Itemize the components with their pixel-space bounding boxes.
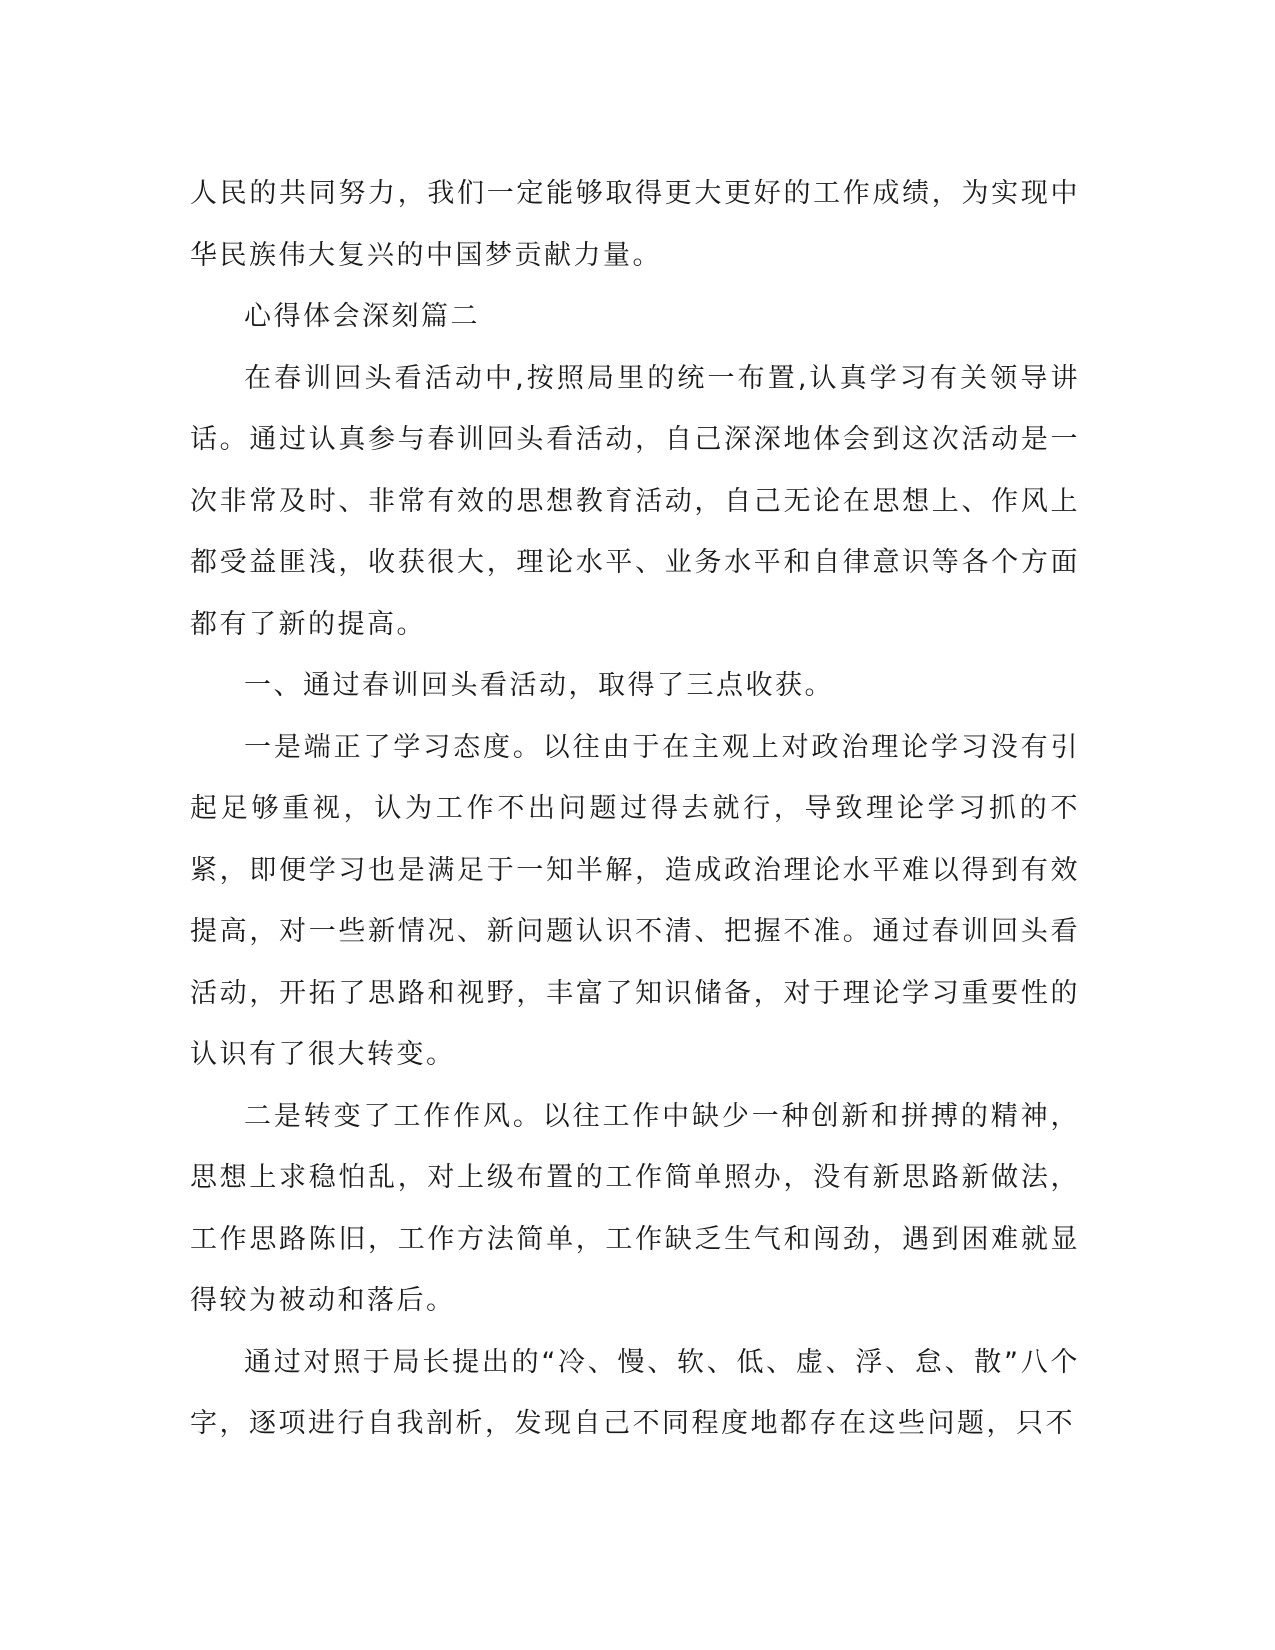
paragraph-intro: 在春训回头看活动中,按照局里的统一布置,认真学习有关领导讲话。通过认真参与春训回头看活动，自己深深地体会到这次活动是一次非常及时、非常有效的思想教育活动，自己无论在思想上、作风上都受益匪浅，收获很大，理论水平、业务水平和自律意识等各个方面都有了新的提高。 xyxy=(190,362,1080,640)
section-heading: 心得体会深刻篇二 xyxy=(244,301,480,332)
paragraph-point-one: 一是端正了学习态度。以往由于在主观上对政治理论学习没有引起足够重视，认为工作不出问题过得去就行，导致理论学习抓的不紧，即便学习也是满足于一知半解，造成政治理论水平难以得到有效提高，对一些新情况、新问题认识不清、把握不准。通过春训回头看活动，开拓了思路和视野，丰富了知识储备，对于理论学习重要性的认识有了很大转变。 xyxy=(190,731,1080,1070)
document-body xyxy=(190,163,1080,1455)
paragraph-continuation: 人民的共同努力，我们一定能够取得更大更好的工作成绩，为实现中华民族伟大复兴的中国梦贡献力量。 xyxy=(190,178,1080,271)
paragraph-reflection: 通过对照于局长提出的“冷、慢、软、低、虚、浮、怠、散”八个字，逐项进行自我剖析，发现自己不同程度地都存在这些问题，只不 xyxy=(190,1346,1080,1439)
paragraph-subheading: 一、通过春训回头看活动，取得了三点收获。 xyxy=(244,670,834,701)
paragraph-point-two: 二是转变了工作作风。以往工作中缺少一种创新和拼搏的精神，思想上求稳怕乱，对上级布置的工作简单照办，没有新思路新做法，工作思路陈旧，工作方法简单，工作缺乏生气和闯劲，遇到困难就显得较为被动和落后。 xyxy=(190,1100,1080,1316)
